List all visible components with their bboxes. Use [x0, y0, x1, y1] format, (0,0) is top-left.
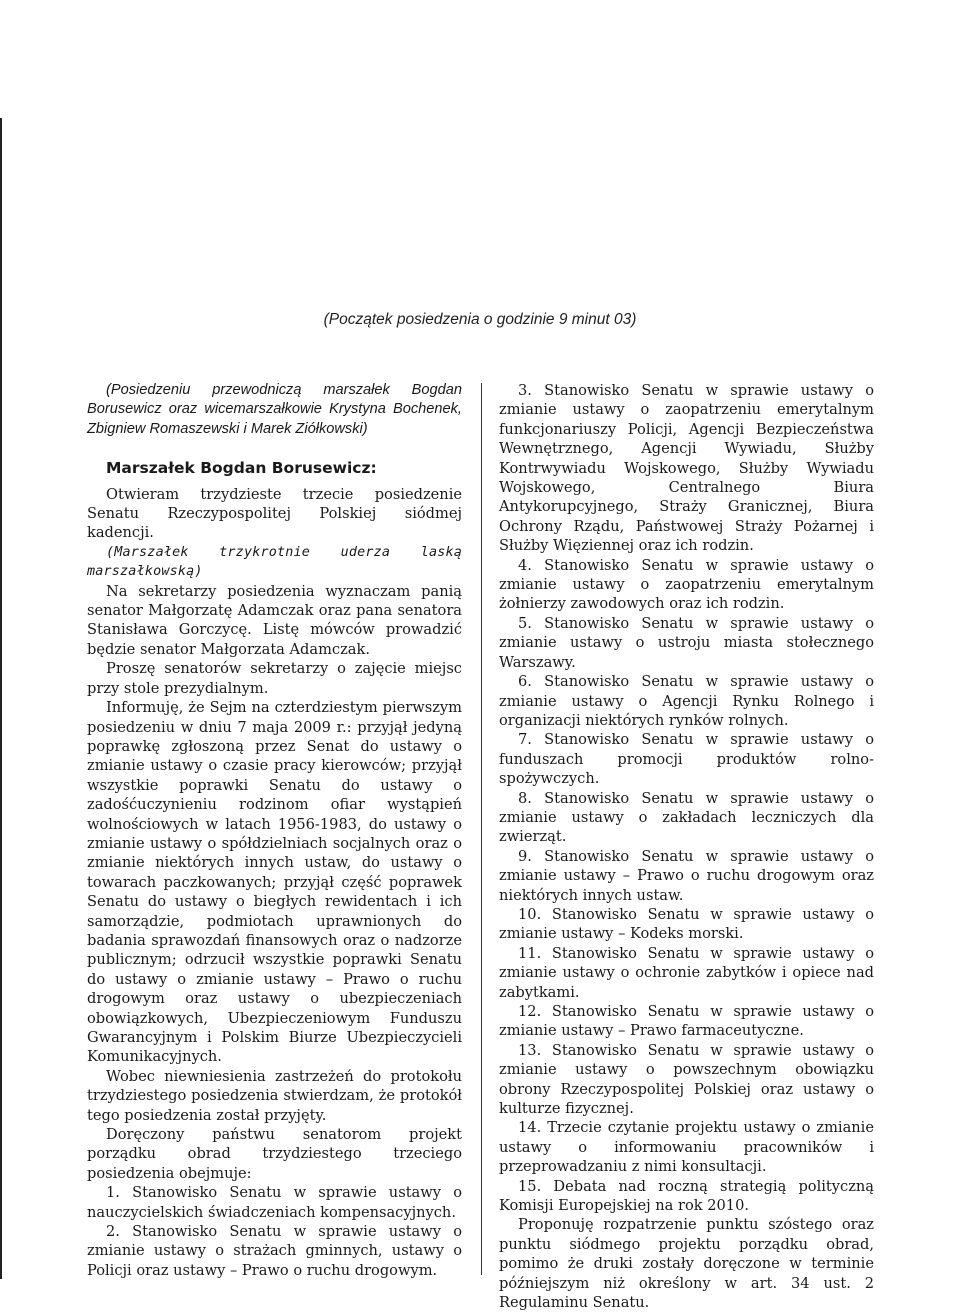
agenda-item-1: 1. Stanowisko Senatu w sprawie ustawy o nauczycielskich świadczeniach kompensacyjnych. [87, 1184, 462, 1221]
paragraph-sejm-info: Informuję, że Sejm na czterdziestym pierwszym posiedzeniu w dniu 7 maja 2009 r.: przyjął jedyną poprawkę zgłoszoną przez Senat do ustawy o zmianie ustawy o czasie pracy kierowców; przyjął wszystkie poprawki Senatu do ustawy o zadośćuczynieniu rodzinom ofiar wystąpień wolnościowych w latach 1956-1983, do ustawy o zmianie ustawy o spółdzielniach socjalnych oraz o zmianie niektórych innych ustaw, do ustawy o towarach paczkowanych; przyjął część poprawek Senatu do ustawy o biegłych rewidentach i ich samorządzie, podmiotach uprawnionych do badania sprawozdań finansowych oraz o nadzorze publicznym; odrzucił wszystkie poprawki Senatu do ustawy o zmianie ustawy – Prawo o ruchu drogowym oraz ustawy o ubezpieczeniach obowiązkowych, Ubezpieczeniowym Funduszu Gwarancyjnym i Polskim Biurze Ubezpieczycieli Komunikacyjnych. [87, 699, 462, 1066]
agenda-item-7: 7. Stanowisko Senatu w sprawie ustawy o funduszach promocji produktów rolno-spożywczych. [499, 731, 874, 788]
speaker-name: Marszałek Bogdan Borusewicz: [106, 459, 377, 478]
presiding-note: (Posiedzeniu przewodniczą marszałek Bogdan Borusewicz oraz wicemarszałkowie Krystyna Bochenek, Zbigniew Romaszewski i Marek Ziółkowski) [87, 382, 462, 437]
agenda-item-12: 12. Stanowisko Senatu w sprawie ustawy o zmianie ustawy – Prawo farmaceutyczne. [499, 1003, 874, 1040]
left-column [87, 381, 462, 1280]
agenda-item-8: 8. Stanowisko Senatu w sprawie ustawy o zmianie ustawy o zakładach leczniczych dla zwierząt. [499, 789, 874, 846]
agenda-item-3: 3. Stanowisko Senatu w sprawie ustawy o zmianie ustawy o zaopatrzeniu emerytalnym funkcjonariuszy Policji, Agencji Bezpieczeństwa Wewnętrznego, Agencji Wywiadu, Służby Kontrwywiadu Wojskowego, Służby Wywiadu Wojskowego, Centralnego Biura Antykorupcyjnego, Straży Granicznej, Biura Ochrony Rządu, Państwowej Straży Pożarnej i Służby Więziennej oraz ich rodzin. [499, 382, 874, 555]
paragraph-protocol: Wobec niewniesienia zastrzeżeń do protokołu trzydziestego posiedzenia stwierdzam, że protokół tego posiedzenia został przyjęty. [87, 1067, 462, 1124]
opening-note: (Początek posiedzenia o godzinie 9 minut 03) [323, 311, 637, 328]
paragraph-agenda-intro: Doręczony państwu senatorom projekt porządku obrad trzydziestego trzeciego posiedzenia obejmuje: [87, 1126, 462, 1182]
paragraph-seats: Proszę senatorów sekretarzy o zajęcie miejsc przy stole prezydialnym. [87, 660, 462, 697]
agenda-item-6: 6. Stanowisko Senatu w sprawie ustawy o zmianie ustawy o Agencji Rynku Rolnego i organizacji niektórych rynków rolnych. [499, 673, 874, 729]
agenda-item-15: 15. Debata nad roczną strategią polityczną Komisji Europejskiej na rok 2010. [499, 1177, 874, 1215]
stage-direction: (Marszałek trzykrotnie uderza laską marszałkowską) [87, 544, 462, 580]
agenda-item-13: 13. Stanowisko Senatu w sprawie ustawy o zmianie ustawy o powszechnym obowiązku obrony Rzeczypospolitej Polskiej oraz ustawy o kulturze fizycznej. [499, 1041, 874, 1118]
agenda-item-2: 2. Stanowisko Senatu w sprawie ustawy o zmianie ustawy o strażach gminnych, ustawy o Policji oraz ustawy – Prawo o ruchu drogowym. [87, 1223, 462, 1279]
column-divider [481, 383, 482, 1275]
agenda-item-14: 14. Trzecie czytanie projektu ustawy o zmianie ustawy o informowaniu pracowników i przeprowadzaniu z nimi konsultacji. [499, 1119, 874, 1176]
right-column [499, 381, 874, 1313]
paragraph-proposal: Proponuję rozpatrzenie punktu szóstego oraz punktu siódmego projektu porządku obrad, pomimo że druki zostały doręczone w terminie późniejszym niż określony w art. 34 ust. 2 Regulaminu Senatu. [499, 1216, 874, 1312]
agenda-item-11: 11. Stanowisko Senatu w sprawie ustawy o zmianie ustawy o ochronie zabytków i opiece nad zabytkami. [499, 944, 874, 1001]
paragraph-secretaries: Na sekretarzy posiedzenia wyznaczam panią senator Małgorzatę Adamczak oraz pana senatora Stanisława Gorczycę. Listę mówców prowadzić będzie senator Małgorzata Adamczak. [87, 582, 462, 658]
agenda-item-10: 10. Stanowisko Senatu w sprawie ustawy o zmianie ustawy – Kodeks morski. [499, 905, 874, 943]
agenda-item-9: 9. Stanowisko Senatu w sprawie ustawy o zmianie ustawy – Prawo o ruchu drogowym oraz niektórych innych ustaw. [499, 847, 874, 904]
agenda-item-4: 4. Stanowisko Senatu w sprawie ustawy o zmianie ustawy o zaopatrzeniu emerytalnym żołnierzy zawodowych oraz ich rodzin. [499, 556, 874, 613]
paragraph-opening: Otwieram trzydzieste trzecie posiedzenie Senatu Rzeczypospolitej Polskiej siódmej kadencji. [87, 485, 462, 542]
agenda-item-5: 5. Stanowisko Senatu w sprawie ustawy o zmianie ustawy o ustroju miasta stołecznego Warszawy. [499, 614, 874, 671]
page-edge-rule [0, 118, 2, 1279]
